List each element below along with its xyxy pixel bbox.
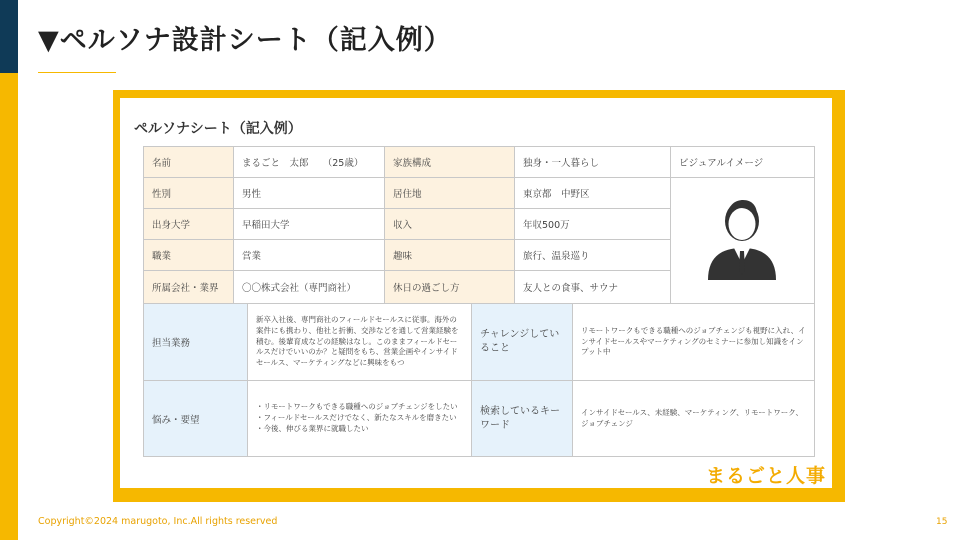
label-gender: 性別 bbox=[143, 177, 234, 209]
copyright-text: Copyright©2024 marugoto, Inc.All rights reserved bbox=[38, 516, 278, 527]
value-hobby: 旅行、温泉巡り bbox=[514, 239, 671, 271]
label-family: 家族構成 bbox=[384, 146, 515, 178]
value-challenge: リモートワークもできる職種へのジョブチェンジも視野に入れ、インサイドセールスやマーケティングのセミナーに参加し知識をインプット中 bbox=[572, 303, 815, 381]
page-number: 15 bbox=[936, 517, 948, 527]
accent-bar-gold bbox=[0, 73, 18, 540]
value-company: 〇〇株式会社（専門商社） bbox=[233, 270, 385, 304]
label-residence: 居住地 bbox=[384, 177, 515, 209]
label-worries: 悩み・要望 bbox=[143, 380, 248, 457]
value-university: 早稲田大学 bbox=[233, 208, 385, 240]
label-challenge: チャレンジしていること bbox=[471, 303, 573, 381]
value-worries bbox=[247, 380, 472, 457]
businessman-icon bbox=[706, 190, 778, 280]
value-income: 年収500万 bbox=[514, 208, 671, 240]
label-university: 出身大学 bbox=[143, 208, 234, 240]
worry-item: ・今後、伸びる業界に就職したい bbox=[256, 423, 369, 433]
worry-item: ・リモートワークもできる職種へのジョブチェンジをしたい bbox=[256, 402, 458, 412]
page-title: ▼ペルソナ設計シート（記入例） bbox=[38, 25, 452, 56]
label-name: 名前 bbox=[143, 146, 234, 178]
value-family: 独身・一人暮らし bbox=[514, 146, 671, 178]
label-company: 所属会社・業界 bbox=[143, 270, 234, 304]
title-underline bbox=[38, 72, 116, 73]
value-holiday: 友人との食事、サウナ bbox=[514, 270, 671, 304]
label-keywords: 検索しているキーワード bbox=[471, 380, 573, 457]
label-income: 収入 bbox=[384, 208, 515, 240]
accent-bar-navy bbox=[0, 0, 18, 73]
value-gender: 男性 bbox=[233, 177, 385, 209]
label-hobby: 趣味 bbox=[384, 239, 515, 271]
brand-logo: まるごと人事 bbox=[706, 465, 827, 487]
sheet-title: ペルソナシート（記入例） bbox=[134, 121, 302, 137]
value-job: 営業 bbox=[233, 239, 385, 271]
label-job: 職業 bbox=[143, 239, 234, 271]
visual-image-label: ビジュアルイメージ bbox=[670, 146, 815, 178]
label-duties: 担当業務 bbox=[143, 303, 248, 381]
value-duties: 新卒入社後、専門商社のフィールドセールスに従事。海外の案件にも携わり、他社と折衝、交渉などを通して営業経験を積む。後輩育成などの経験はなし。このままフィールドセールスだけでいいのか？と疑問をもち、営業企画やインサイドセールス、マーケティングなどに興味をもつ bbox=[247, 303, 472, 381]
worry-item: ・フィールドセールスだけでなく、新たなスキルを磨きたい bbox=[256, 413, 457, 423]
value-name: まるごと 太郎 （25歳） bbox=[233, 146, 385, 178]
label-holiday: 休日の過ごし方 bbox=[384, 270, 515, 304]
value-residence: 東京都 中野区 bbox=[514, 177, 671, 209]
value-keywords: インサイドセールス、未経験、マーケティング、リモートワーク、ジョブチェンジ bbox=[572, 380, 815, 457]
